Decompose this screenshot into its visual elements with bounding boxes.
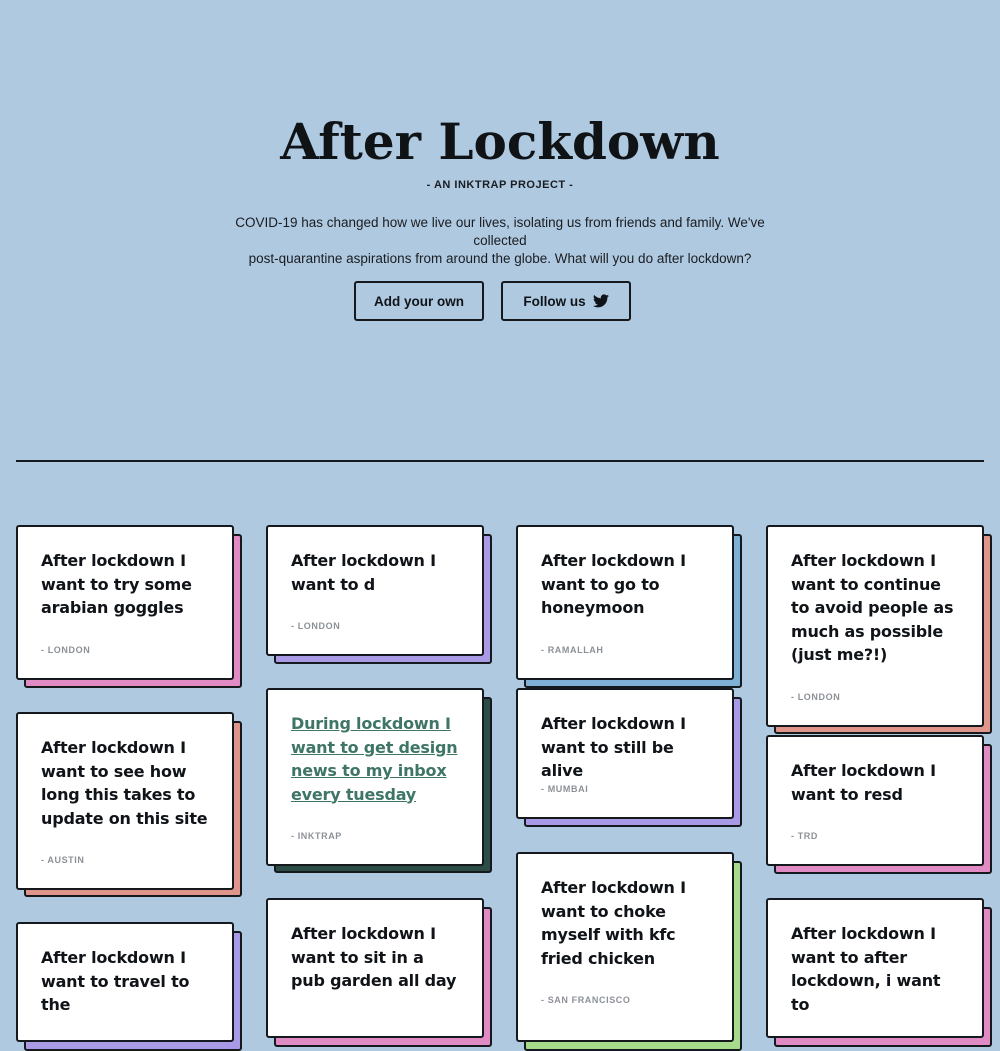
card-text: After lockdown I want to go to honeymoon: [541, 551, 686, 617]
add-your-own-button[interactable]: [354, 281, 484, 321]
intro-text: [230, 214, 770, 268]
card-text: After lockdown I want to after lockdown, i want to: [791, 924, 941, 1014]
aspiration-card[interactable]: [516, 525, 734, 680]
intro-line-2: post-quarantine aspirations from around the globe. What will you do after lockdown?: [248, 251, 752, 266]
card-location: - LONDON: [291, 621, 341, 631]
newsletter-card[interactable]: [266, 688, 484, 866]
card-location: - RAMALLAH: [541, 645, 604, 655]
card-text: After lockdown I want to d: [291, 551, 436, 594]
aspiration-card[interactable]: [766, 735, 984, 866]
twitter-icon: [593, 294, 609, 308]
card-text: After lockdown I want to choke myself with kfc fried chicken: [541, 878, 686, 968]
card-location: - LONDON: [791, 692, 841, 702]
aspiration-card[interactable]: [766, 898, 984, 1038]
card-location: - INKTRAP: [291, 831, 342, 841]
aspiration-card[interactable]: [516, 852, 734, 1042]
card-text: After lockdown I want to travel to the: [41, 948, 190, 1014]
card-text: After lockdown I want to sit in a pub garden all day: [291, 924, 457, 990]
card-location: - TRD: [791, 831, 818, 841]
aspiration-card[interactable]: [16, 712, 234, 890]
follow-us-label: Follow us: [523, 293, 586, 309]
card-text: After lockdown I want to still be alive: [541, 714, 686, 780]
card-text: After lockdown I want to try some arabian goggles: [41, 551, 192, 617]
intro-line-1: COVID-19 has changed how we live our lives, isolating us from friends and family. We've collected: [235, 215, 765, 248]
card-location: - MUMBAI: [541, 784, 589, 794]
add-your-own-label: Add your own: [374, 293, 464, 309]
aspiration-card[interactable]: [266, 525, 484, 656]
page-title: After Lockdown: [280, 112, 720, 171]
card-text: After lockdown I want to continue to avoid people as much as possible (just me?!): [791, 551, 954, 664]
card-location: - SAN FRANCISCO: [541, 995, 631, 1005]
aspiration-card[interactable]: [16, 525, 234, 680]
aspiration-card[interactable]: [266, 898, 484, 1038]
card-location: - LONDON: [41, 645, 91, 655]
follow-us-button[interactable]: [501, 281, 631, 321]
section-divider: [16, 460, 984, 462]
card-text: After lockdown I want to resd: [791, 761, 936, 804]
newsletter-link[interactable]: During lockdown I want to get design news to my inbox every tuesday: [291, 714, 458, 804]
card-location: - AUSTIN: [41, 855, 85, 865]
project-subtitle: - AN INKTRAP PROJECT -: [426, 179, 574, 191]
aspiration-card[interactable]: [516, 688, 734, 819]
aspiration-card[interactable]: [766, 525, 984, 727]
card-text: After lockdown I want to see how long this takes to update on this site: [41, 738, 208, 828]
aspiration-card[interactable]: [16, 922, 234, 1042]
